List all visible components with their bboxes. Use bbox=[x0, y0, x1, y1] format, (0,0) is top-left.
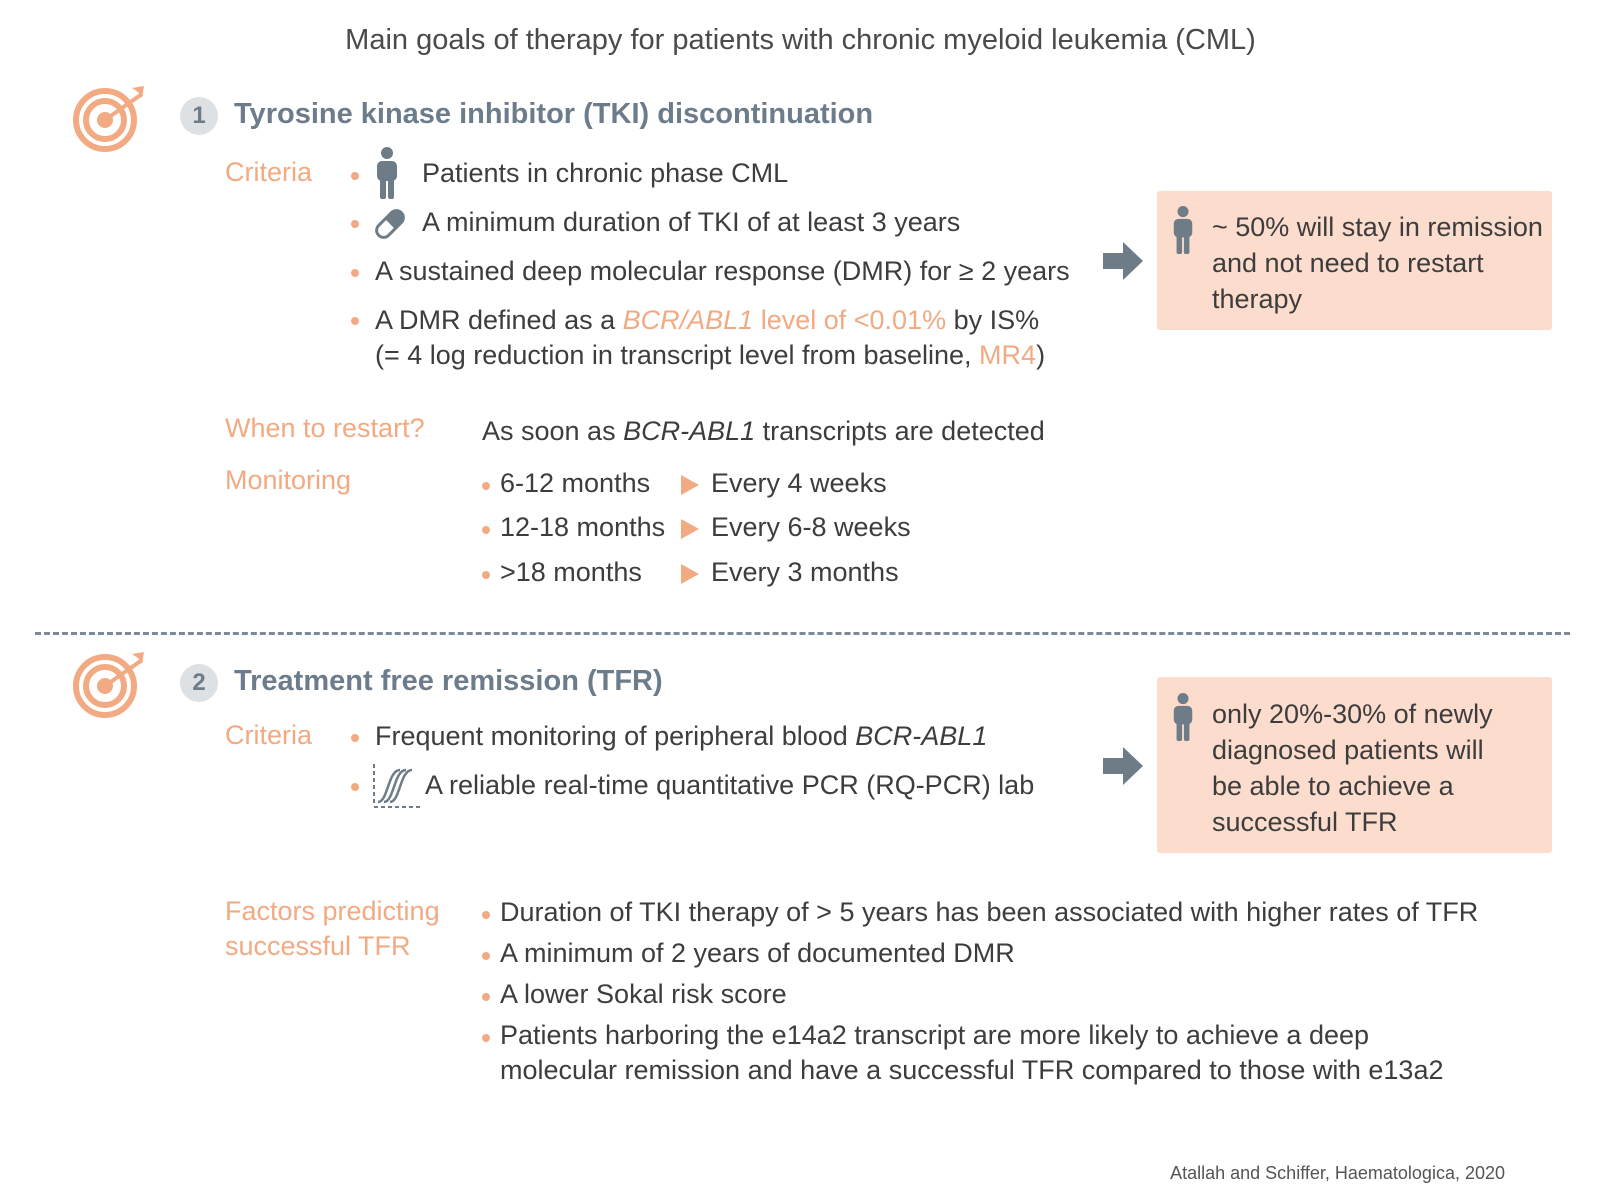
bullet-dot bbox=[482, 571, 490, 579]
triangle-right-icon bbox=[681, 519, 699, 539]
section-2-outcome-box bbox=[1157, 677, 1552, 853]
section-1-criteria-item-3: A sustained deep molecular response (DMR) for ≥ 2 years bbox=[375, 256, 1070, 286]
restart-label: When to restart? bbox=[225, 413, 425, 443]
section-1-title: Tyrosine kinase inhibitor (TKI) discontinuation bbox=[234, 98, 874, 130]
section-2-title: Treatment free remission (TFR) bbox=[234, 665, 663, 697]
section-1-criteria-label: Criteria bbox=[225, 157, 313, 187]
section-1-outcome-box bbox=[1157, 191, 1552, 330]
bullet-dot bbox=[351, 317, 359, 325]
monitoring-frequency: Every 6-8 weeks bbox=[711, 512, 911, 542]
monitoring-period: 6-12 months bbox=[500, 468, 651, 498]
bullet-dot bbox=[482, 1034, 490, 1042]
factor-item-1: Duration of TKI therapy of > 5 years has been associated with higher rates of TFR bbox=[500, 897, 1479, 927]
person-icon bbox=[1171, 205, 1195, 255]
section-1-criteria-item-1: Patients in chronic phase CML bbox=[422, 158, 789, 188]
target-icon bbox=[72, 650, 154, 720]
pill-icon bbox=[372, 206, 408, 242]
gene-bcr-abl1: BCR/ABL1 bbox=[622, 305, 754, 335]
section-1-criteria-item-4: A DMR defined as a BCR/ABL1 level of <0.01% by IS% bbox=[375, 305, 1040, 335]
restart-text: As soon as BCR-ABL1 transcripts are detected bbox=[482, 416, 1045, 446]
monitoring-frequency: Every 3 months bbox=[711, 557, 899, 587]
bullet-dot bbox=[482, 526, 490, 534]
arrow-right-icon bbox=[1103, 745, 1145, 787]
factors-label: Factors predicting successful TFR bbox=[225, 896, 440, 961]
section-2-number: 2 bbox=[180, 664, 218, 702]
bullet-dot bbox=[351, 734, 359, 742]
bullet-dot bbox=[351, 783, 359, 791]
section-1-criteria-item-4-line-2: (= 4 log reduction in transcript level from baseline, MR4) bbox=[375, 340, 1046, 370]
bullet-dot bbox=[351, 172, 359, 180]
factor-item-2: A minimum of 2 years of documented DMR bbox=[500, 938, 1015, 968]
section-2-criteria-item-2: A reliable real-time quantitative PCR (RQ-PCR) lab bbox=[425, 770, 1035, 800]
citation: Atallah and Schiffer, Haematologica, 2020 bbox=[1170, 1163, 1505, 1183]
monitoring-frequency: Every 4 weeks bbox=[711, 468, 887, 498]
bullet-dot bbox=[482, 911, 490, 919]
section-2-criteria-label: Criteria bbox=[225, 720, 313, 750]
pcr-curve-icon bbox=[370, 762, 422, 810]
section-2-outcome-text: only 20%-30% of newly diagnosed patients will be able to achieve a successful TFR bbox=[1212, 699, 1493, 837]
section-1-outcome-text: ~ 50% will stay in remission and not need to restart therapy bbox=[1212, 212, 1543, 314]
monitoring-label: Monitoring bbox=[225, 465, 352, 495]
factor-item-4: Patients harboring the e14a2 transcript are more likely to achieve a deep bbox=[500, 1020, 1370, 1050]
factor-item-3: A lower Sokal risk score bbox=[500, 979, 787, 1009]
person-icon bbox=[374, 146, 400, 200]
bullet-dot bbox=[482, 952, 490, 960]
monitoring-period: >18 months bbox=[500, 557, 642, 587]
target-icon bbox=[72, 84, 154, 154]
section-2-criteria-item-1: Frequent monitoring of peripheral blood BCR-ABL1 bbox=[375, 721, 988, 751]
section-1-criteria-item-2: A minimum duration of TKI of at least 3 years bbox=[422, 207, 961, 237]
triangle-right-icon bbox=[681, 475, 699, 495]
bullet-dot bbox=[482, 993, 490, 1001]
arrow-right-icon bbox=[1103, 240, 1145, 282]
bullet-dot bbox=[351, 269, 359, 277]
factor-item-4-line-2: molecular remission and have a successful TFR compared to those with e13a2 bbox=[500, 1055, 1444, 1085]
monitoring-period: 12-18 months bbox=[500, 512, 666, 542]
bullet-dot bbox=[482, 482, 490, 490]
triangle-right-icon bbox=[681, 564, 699, 584]
person-icon bbox=[1171, 692, 1195, 742]
section-divider bbox=[35, 632, 1570, 635]
bullet-dot bbox=[351, 220, 359, 228]
section-1-number: 1 bbox=[180, 97, 218, 135]
page-title: Main goals of therapy for patients with chronic myeloid leukemia (CML) bbox=[345, 24, 1256, 56]
